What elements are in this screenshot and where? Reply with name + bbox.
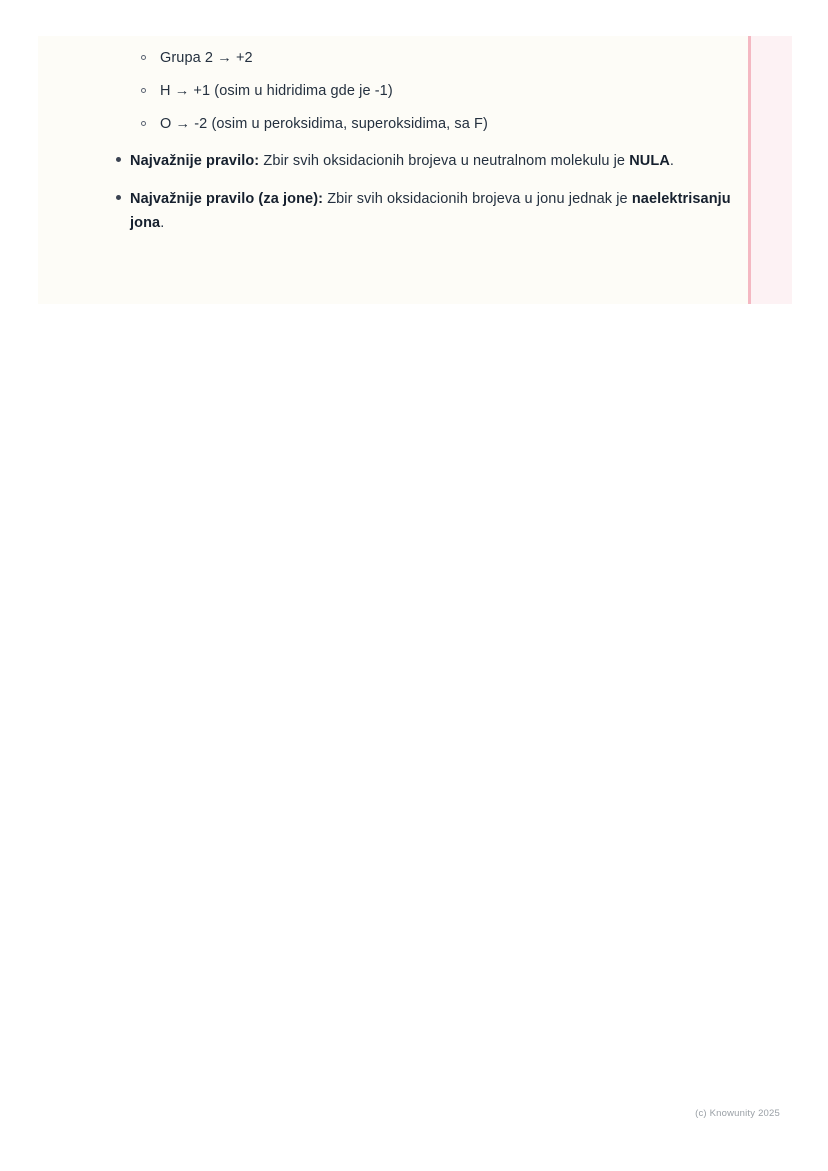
rule-emphasis: NULA xyxy=(629,153,670,169)
bullet-dot-icon xyxy=(116,195,121,200)
hollow-bullet-icon xyxy=(141,88,146,93)
rule-text-after: . xyxy=(669,153,675,169)
list-item xyxy=(38,187,792,235)
sub-item-text: O → -2 (osim u peroksidima, superoksidima, sa F) xyxy=(160,116,488,132)
list-item xyxy=(38,108,792,141)
rule-label: Najvažnije pravilo (za jone): xyxy=(130,191,324,207)
list-item xyxy=(38,149,792,173)
hollow-bullet-icon xyxy=(141,55,146,60)
rule-text-before: Zbir svih oksidacionih brojeva u jonu jednak je xyxy=(323,191,632,207)
rule-text-before: Zbir svih oksidacionih brojeva u neutralnom molekulu je xyxy=(259,153,630,169)
list-item xyxy=(38,75,792,108)
hollow-bullet-icon xyxy=(141,121,146,126)
rule-text-after: . xyxy=(160,215,165,231)
notes-list xyxy=(38,42,792,235)
sub-item-text: H → +1 (osim u hidridima gde je -1) xyxy=(160,83,393,99)
bullet-dot-icon xyxy=(116,157,121,162)
sub-item-text: Grupa 2 → +2 xyxy=(160,50,253,66)
note-card xyxy=(38,36,792,304)
rule-emphasis: naelektrisanju jona xyxy=(130,191,731,231)
rule-label: Najvažnije pravilo: xyxy=(130,153,260,169)
list-spacer xyxy=(38,141,792,149)
footer-credit: (c) Knowunity 2025 xyxy=(695,1108,780,1119)
note-content xyxy=(38,36,792,235)
list-item xyxy=(38,42,792,75)
